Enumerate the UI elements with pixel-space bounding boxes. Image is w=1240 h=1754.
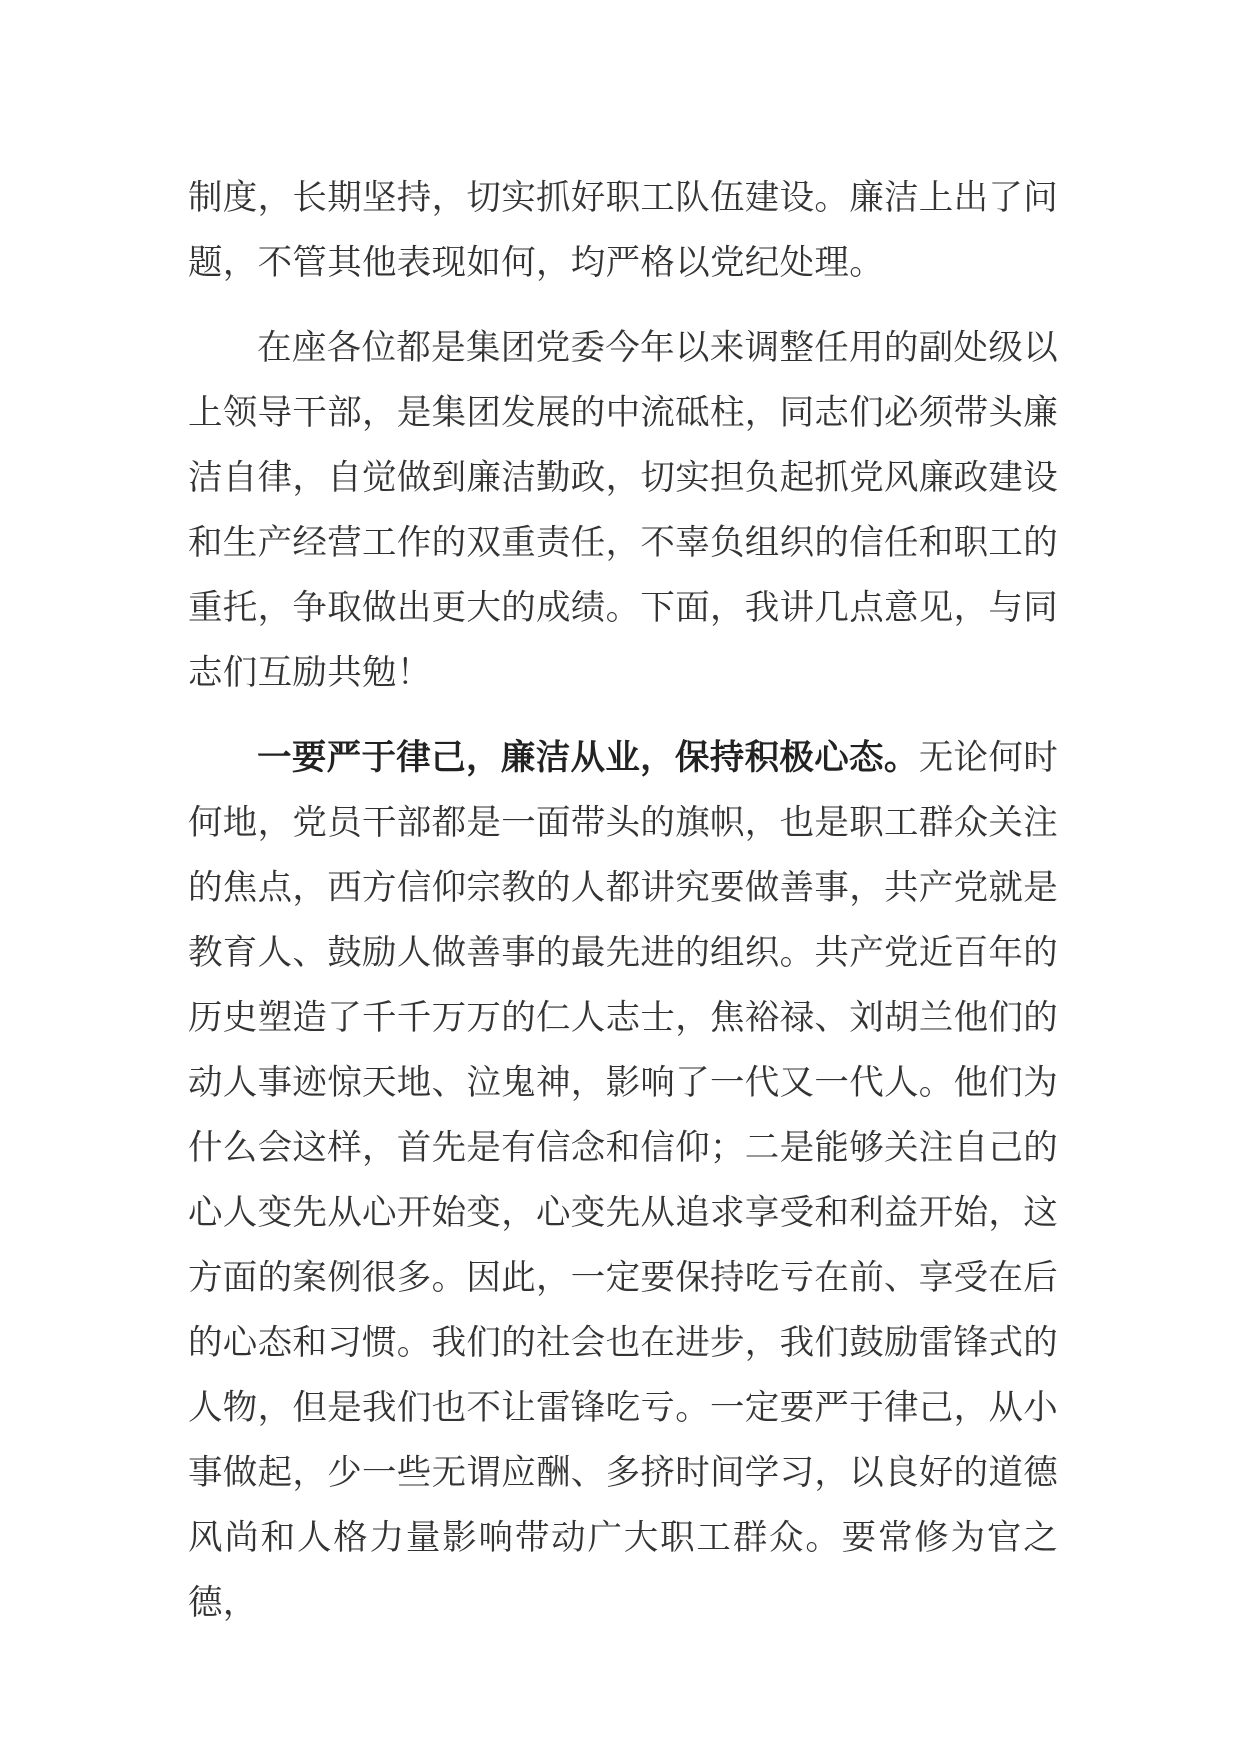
paragraph-continuation: [188, 166, 1058, 296]
document-body: [188, 166, 1058, 1636]
paragraph-introduction: [188, 316, 1058, 706]
paragraph-point-one: [188, 726, 1058, 1636]
paragraph-text: 在座各位都是集团党委今年以来调整任用的副处级以上领导干部，是集团发展的中流砥柱，同志们必须带头廉洁自律，自觉做到廉洁勤政，切实担负起抓党风廉政建设和生产经营工作的双重责任，不辜负组织的信任和职工的重托，争取做出更大的成绩。下面，我讲几点意见，与同志们互励共勉！: [188, 328, 1058, 693]
paragraph-heading: 一要严于律己，廉洁从业，保持积极心态。: [257, 738, 919, 778]
paragraph-text: 制度，长期坚持，切实抓好职工队伍建设。廉洁上出了问题，不管其他表现如何，均严格以党纪处理。: [188, 178, 1058, 283]
paragraph-text: 无论何时何地，党员干部都是一面带头的旗帜，也是职工群众关注的焦点，西方信仰宗教的人都讲究要做善事，共产党就是教育人、鼓励人做善事的最先进的组织。共产党近百年的历史塑造了千千万万的仁人志士，焦裕禄、刘胡兰他们的动人事迹惊天地、泣鬼神，影响了一代又一代人。他们为什么会这样，首先是有信念和信仰；二是能够关注自己的心人变先从心开始变，心变先从追求享受和利益开始，这方面的案例很多。因此，一定要保持吃亏在前、享受在后的心态和习惯。我们的社会也在进步，我们鼓励雷锋式的人物，但是我们也不让雷锋吃亏。一定要严于律己，从小事做起，少一些无谓应酬、多挤时间学习，以良好的道德风尚和人格力量影响带动广大职工群众。要常修为官之德，: [188, 738, 1058, 1623]
